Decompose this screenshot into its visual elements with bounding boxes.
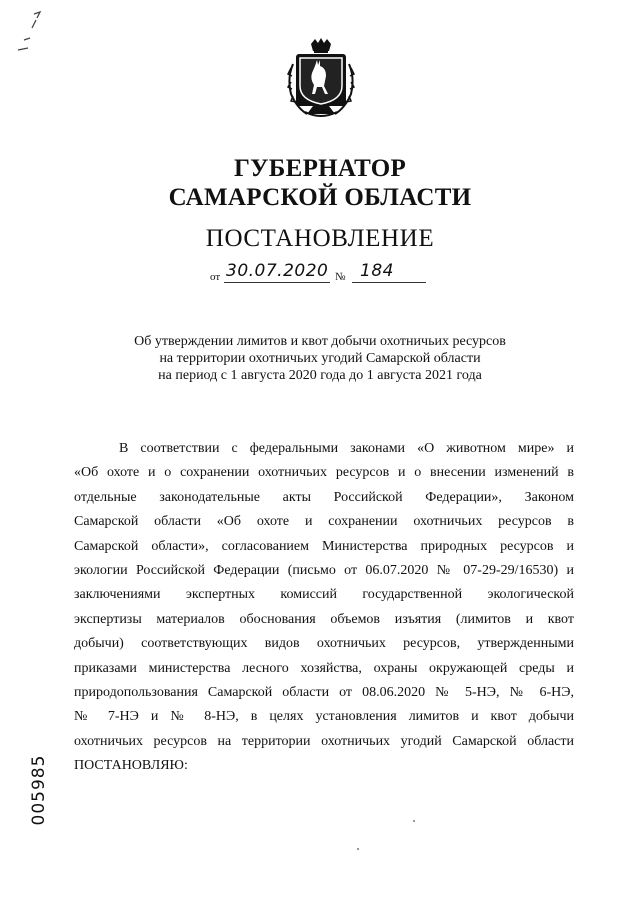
- subject-line: на период с 1 августа 2020 года до 1 августа 2021 года: [158, 368, 482, 383]
- body-line: приказами министерства лесного хозяйства, охраны окружающей среды и: [74, 660, 574, 676]
- body-line: заключениями экспертных комиссий государственной экологической: [74, 587, 574, 603]
- body-line: добычи) соответствующих видов охотничьих ресурсов, утвержденными: [74, 636, 574, 652]
- authority-title-line2: САМАРСКОЙ ОБЛАСТИ: [168, 184, 472, 211]
- serial-number: 005985: [29, 754, 49, 826]
- body-line-resolution: ПОСТАНОВЛЯЮ:: [74, 758, 188, 774]
- body-line: природопользования Самарской области от 08.06.2020 № 5-НЭ, № 6-НЭ,: [74, 684, 574, 700]
- subject-line: Об утверждении лимитов и квот добычи охотничьих ресурсов: [134, 334, 506, 349]
- document-subject: [80, 333, 560, 384]
- handwritten-number: 184: [360, 261, 394, 281]
- number-underline: [352, 282, 426, 283]
- date-underline: [224, 282, 330, 283]
- side-serial-stamp: [22, 752, 56, 830]
- samara-coat-of-arms-icon: [287, 38, 355, 122]
- authority-title-line1: ГУБЕРНАТОР: [233, 155, 407, 182]
- handwritten-date: 30.07.2020: [226, 261, 329, 281]
- scan-speck: [413, 820, 415, 822]
- document-type: ПОСТАНОВЛЕНИЕ: [205, 225, 435, 252]
- body-line: Самарской области», согласованием Министерства природных ресурсов и: [74, 538, 574, 554]
- document-body: [74, 440, 574, 781]
- body-line: экологии Российской Федерации (письмо от 06.07.2020 № 07-29-29/16530) и: [74, 562, 574, 578]
- body-line: отдельные законодательные акты Российской Федерации», Законом: [74, 489, 574, 505]
- scan-speck: [357, 848, 359, 850]
- date-prefix: от: [210, 271, 221, 283]
- subject-line: на территории охотничьих угодий Самарской области: [159, 351, 481, 366]
- registration-line: [210, 263, 440, 287]
- body-line: Самарской области «Об охоте и сохранении охотничьих ресурсов в: [74, 514, 574, 530]
- body-line: охотничьих ресурсов на территории охотничьих угодий Самарской области: [74, 733, 574, 749]
- number-prefix: №: [335, 271, 346, 283]
- body-line: «Об охоте и о сохранении охотничьих ресурсов и о внесении изменений в: [74, 465, 574, 481]
- handwritten-mark-icon: [14, 10, 54, 55]
- body-line: экспертизы материалов обоснования объемов изъятия (лимитов и квот: [74, 611, 574, 627]
- body-line: В соответствии с федеральными законами «О животном мире» и: [119, 441, 574, 456]
- body-line: № 7-НЭ и № 8-НЭ, в целях установления лимитов и квот добычи: [74, 709, 574, 725]
